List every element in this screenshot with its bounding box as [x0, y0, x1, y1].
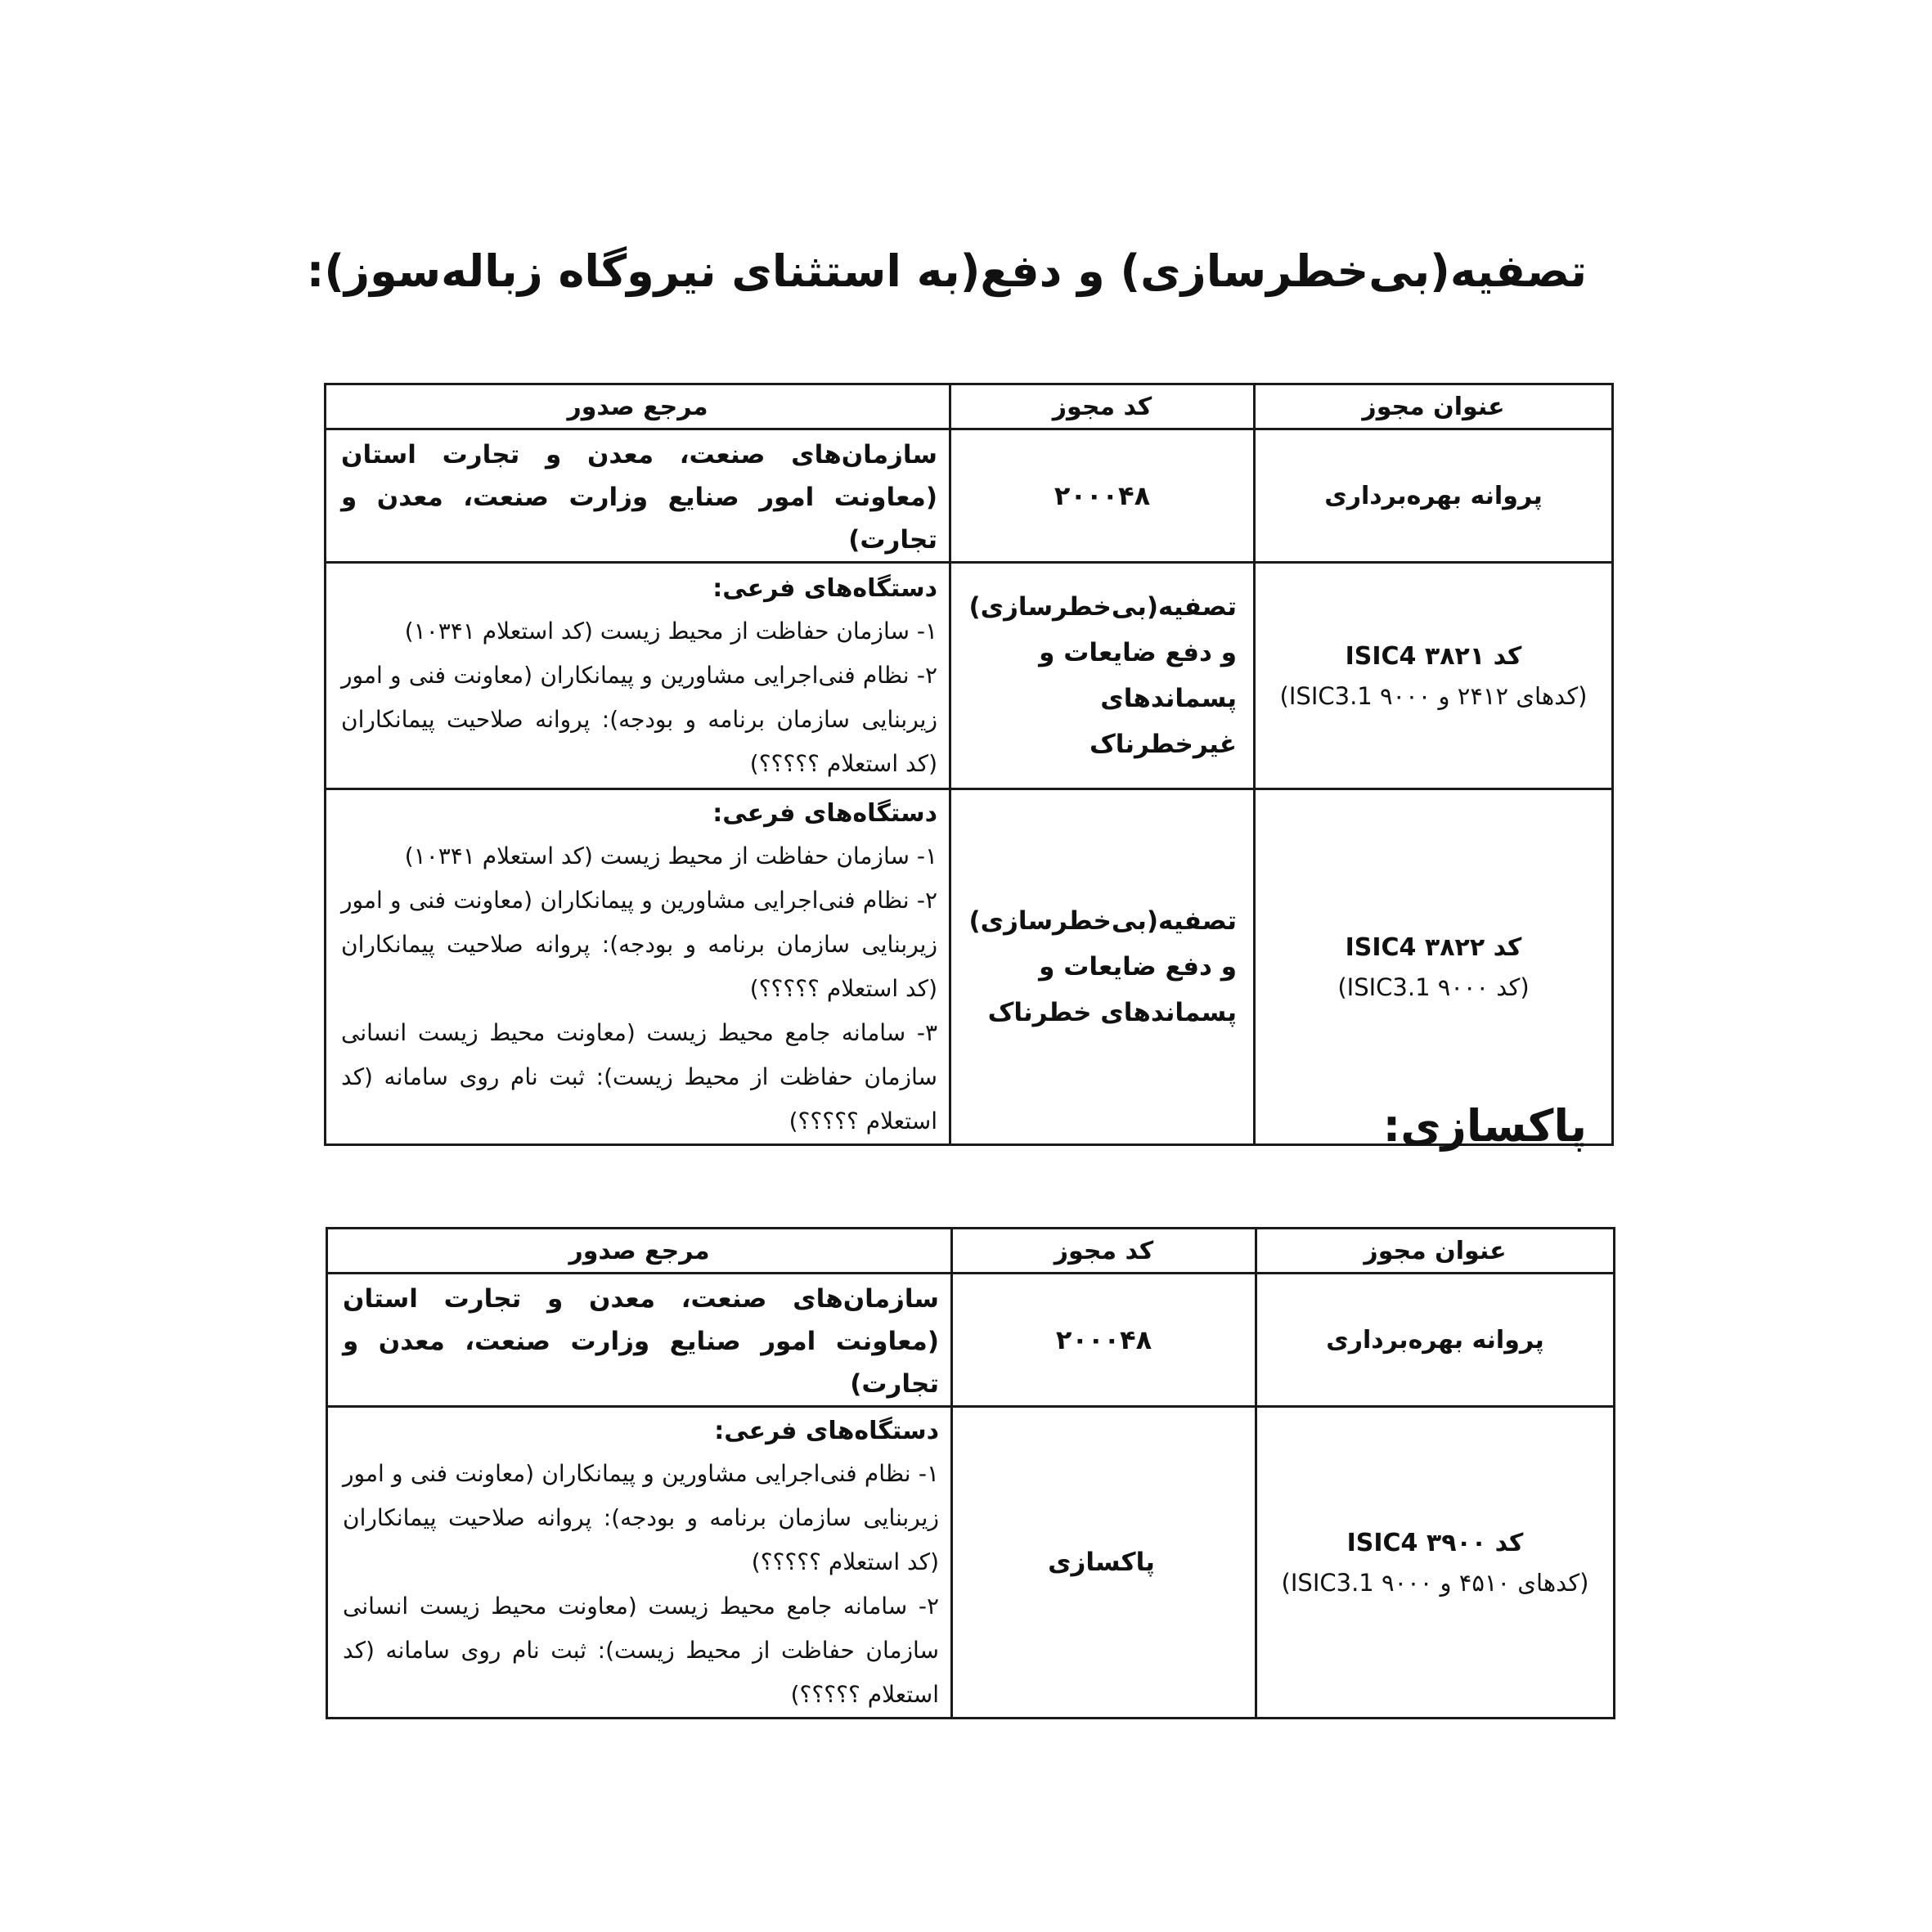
isic-code: کد ۳۸۲۲ ISIC4	[1345, 932, 1522, 962]
table-row	[327, 1407, 1615, 1719]
isic-code: کد ۳۸۲۱ ISIC4	[1345, 641, 1522, 671]
sub-agency-item: ۳- سامانه جامع محیط زیست (معاونت محیط زیست انسانی سازمان حفاظت از محیط زیست): ثبت نام روی سامانه (کد استعلام ؟؟؟؟؟)	[341, 1019, 937, 1134]
sub-agency-item: ۱- نظام فنی‌اجرایی مشاورین و پیمانکاران (معاونت فنی و امور زیربنایی سازمان برنامه و بودجه): پروانه صلاحیت پیمانکاران (کد استعلام ؟؟؟؟؟)	[343, 1460, 939, 1575]
issuing-authority: سازمان‌های صنعت، معدن و تجارت استان (معاونت امور صنایع وزارت صنعت، معدن و تجارت)	[326, 429, 950, 563]
sub-agency-item: ۲- سامانه جامع محیط زیست (معاونت محیط زیست انسانی سازمان حفاظت از محیط زیست): ثبت نام روی سامانه (کد استعلام ؟؟؟؟؟)	[343, 1593, 939, 1708]
permits-table-treatment	[324, 383, 1614, 1146]
activity-name: تصفیه(بی‌خطرسازی) و دفع ضایعات و پسماندهای غیرخطرناک	[950, 563, 1255, 789]
sub-agency-item: ۲- نظام فنی‌اجرایی مشاورین و پیمانکاران (معاونت فنی و امور زیربنایی سازمان برنامه و بودجه): پروانه صلاحیت پیمانکاران (کد استعلام ؟؟؟؟؟)	[341, 662, 937, 777]
license-code: ۲۰۰۰۴۸	[950, 429, 1255, 563]
permits-table-cleanup	[326, 1227, 1615, 1719]
table-header-row	[326, 384, 1613, 429]
issuing-authority: سازمان‌های صنعت، معدن و تجارت استان (معاونت امور صنایع وزارت صنعت، معدن و تجارت)	[327, 1274, 952, 1407]
header-license-title: عنوان مجوز	[1255, 384, 1613, 429]
table-row	[326, 789, 1613, 1145]
license-code: ۲۰۰۰۴۸	[952, 1274, 1256, 1407]
activity-name: تصفیه(بی‌خطرسازی) و دفع ضایعات و پسماندهای خطرناک	[950, 789, 1255, 1145]
table-header-row	[327, 1229, 1615, 1274]
table-row	[326, 429, 1613, 563]
license-title: پروانه بهره‌برداری	[1255, 429, 1613, 563]
isic-sub-code: (کدهای ۴۵۱۰ و ۹۰۰۰ ISIC3.1)	[1281, 1568, 1589, 1597]
sub-agencies-heading: دستگاه‌های فرعی:	[712, 574, 937, 603]
sub-agency-item: ۲- نظام فنی‌اجرایی مشاورین و پیمانکاران (معاونت فنی و امور زیربنایی سازمان برنامه و بودجه): پروانه صلاحیت پیمانکاران (کد استعلام ؟؟؟؟؟)	[341, 887, 937, 1002]
isic-code-cell	[1255, 563, 1613, 789]
header-issuing-authority: مرجع صدور	[326, 384, 950, 429]
isic-code: کد ۳۹۰۰ ISIC4	[1346, 1528, 1524, 1557]
sub-agency-item: ۱- سازمان حفاظت از محیط زیست (کد استعلام ۱۰۳۴۱)	[404, 618, 937, 645]
sub-agencies-cell	[326, 563, 950, 789]
activity-name: پاکسازی	[952, 1407, 1256, 1719]
header-license-title: عنوان مجوز	[1256, 1229, 1615, 1274]
sub-agencies-cell	[326, 789, 950, 1145]
header-license-code: کد مجوز	[952, 1229, 1256, 1274]
header-issuing-authority: مرجع صدور	[327, 1229, 952, 1274]
isic-code-cell	[1256, 1407, 1615, 1719]
table-row	[327, 1274, 1615, 1407]
sub-agencies-heading: دستگاه‌های فرعی:	[712, 799, 937, 828]
sub-agencies-cell	[327, 1407, 952, 1719]
header-license-code: کد مجوز	[950, 384, 1255, 429]
table-row	[326, 563, 1613, 789]
isic-sub-code: (کد ۹۰۰۰ ISIC3.1)	[1337, 973, 1530, 1001]
isic-sub-code: (کدهای ۲۴۱۲ و ۹۰۰۰ ISIC3.1)	[1279, 681, 1588, 710]
isic-code-cell	[1255, 789, 1613, 1145]
sub-agencies-heading: دستگاه‌های فرعی:	[714, 1417, 939, 1445]
sub-agency-item: ۱- سازمان حفاظت از محیط زیست (کد استعلام ۱۰۳۴۱)	[404, 842, 937, 869]
section-heading-cleanup: پاکسازی:	[1382, 1100, 1587, 1152]
section-heading-treatment: تصفیه(بی‌خطرسازی) و دفع(به استثنای نیروگاه زباله‌سوز):	[306, 245, 1587, 297]
license-title: پروانه بهره‌برداری	[1256, 1274, 1615, 1407]
